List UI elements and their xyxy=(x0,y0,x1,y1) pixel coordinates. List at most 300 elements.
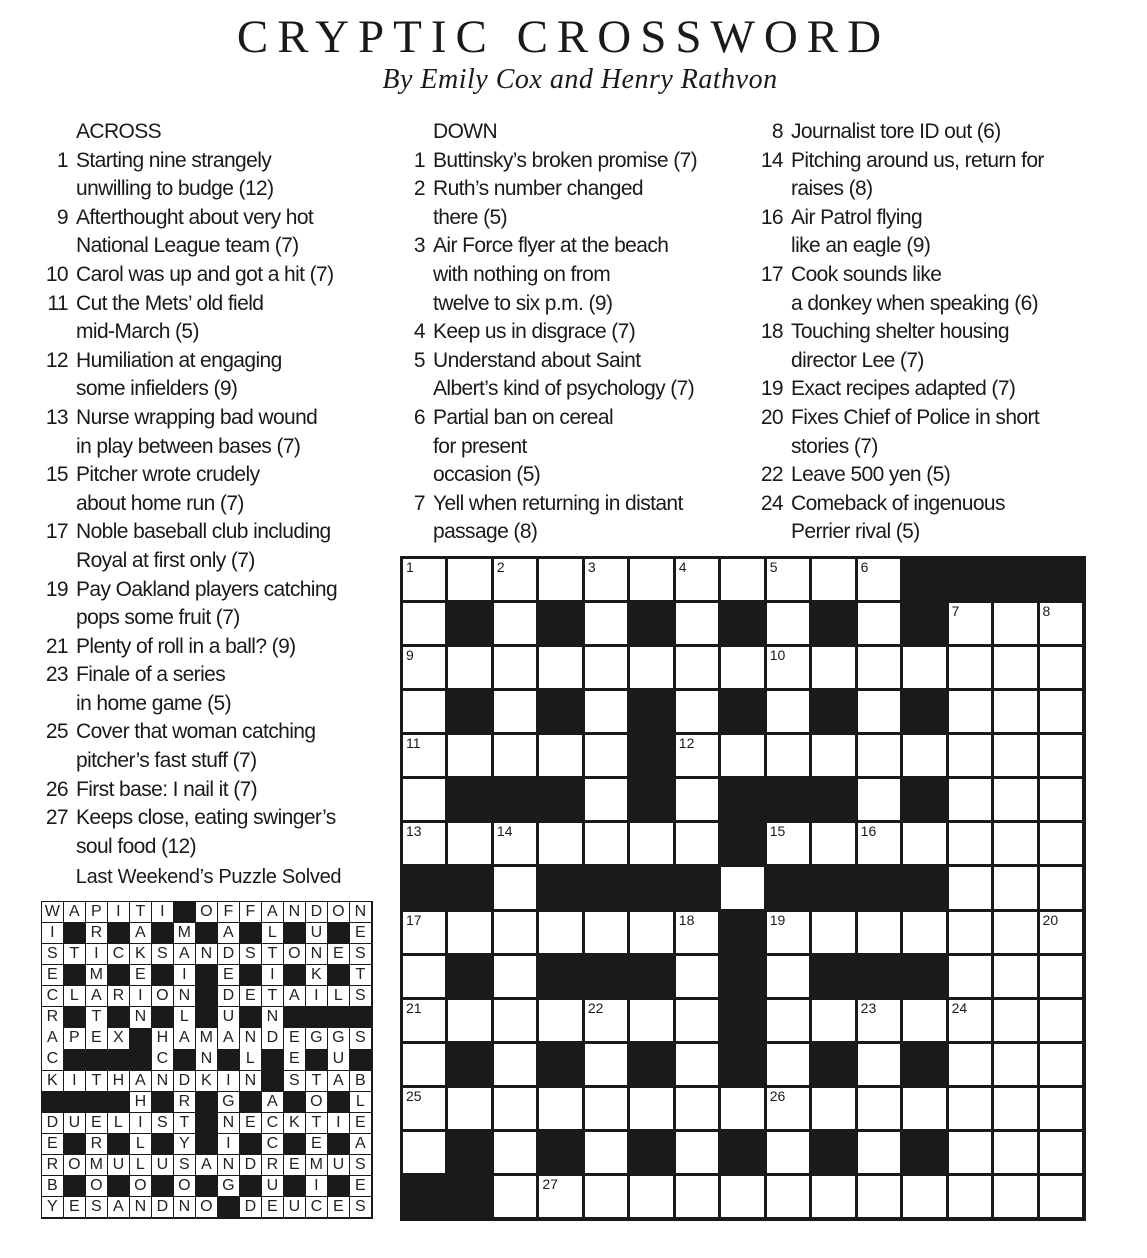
solution-cell: I xyxy=(108,902,129,922)
solution-cell: K xyxy=(306,965,327,985)
clue-number: 9 xyxy=(56,205,68,229)
grid-cell[interactable] xyxy=(903,912,945,953)
solution-cell: L xyxy=(108,1113,129,1133)
solution-cell: H xyxy=(130,1092,151,1112)
clue-text: Leave 500 yen (5) xyxy=(791,463,951,487)
solution-cell: O xyxy=(152,986,173,1006)
grid-cell[interactable] xyxy=(858,647,900,688)
solution-cell: A xyxy=(42,1028,63,1048)
grid-cell[interactable] xyxy=(539,823,581,864)
clue-text: Pay Oakland players catching xyxy=(76,577,338,601)
clue-text: like an eagle (9) xyxy=(791,234,931,258)
clue-text: pops some fruit (7) xyxy=(76,606,240,630)
clue-text: mid-March (5) xyxy=(76,320,199,344)
solution-cell: D xyxy=(218,986,239,1006)
grid-cell[interactable] xyxy=(1040,867,1082,908)
clue-item xyxy=(43,261,383,290)
grid-cell[interactable] xyxy=(994,1132,1036,1173)
clue-number: 12 xyxy=(45,348,68,372)
grid-cell[interactable] xyxy=(1040,1176,1082,1217)
solution-cell: T xyxy=(130,902,151,922)
grid-cell[interactable] xyxy=(767,912,809,953)
grid-cell[interactable] xyxy=(949,779,991,820)
grid-cell[interactable] xyxy=(1040,1132,1082,1173)
solution-cell: K xyxy=(42,1071,63,1091)
grid-cell[interactable] xyxy=(676,603,718,644)
grid-cell[interactable] xyxy=(949,1088,991,1129)
grid-cell[interactable] xyxy=(403,559,445,600)
grid-cell[interactable] xyxy=(494,1044,536,1085)
grid-cell[interactable] xyxy=(403,603,445,644)
solution-cell: U xyxy=(262,1176,283,1196)
grid-cell[interactable] xyxy=(676,1132,718,1173)
grid-cell[interactable] xyxy=(403,956,445,997)
solution-cell: A xyxy=(218,923,239,943)
grid-cell[interactable] xyxy=(494,1088,536,1129)
grid-cell[interactable] xyxy=(812,735,854,776)
grid-cell[interactable] xyxy=(949,1000,991,1041)
solution-cell: O xyxy=(196,1197,217,1217)
grid-cell[interactable] xyxy=(858,603,900,644)
solution-cell: P xyxy=(64,1028,85,1048)
grid-cell[interactable] xyxy=(949,1176,991,1217)
grid-cell[interactable] xyxy=(494,956,536,997)
grid-cell[interactable] xyxy=(721,735,763,776)
grid-cell[interactable] xyxy=(994,912,1036,953)
grid-cell[interactable] xyxy=(858,779,900,820)
grid-cell[interactable] xyxy=(630,647,672,688)
grid-cell[interactable] xyxy=(403,823,445,864)
grid-cell[interactable] xyxy=(539,1088,581,1129)
grid-cell[interactable] xyxy=(994,1044,1036,1085)
grid-cell[interactable] xyxy=(1040,779,1082,820)
solution-cell: I xyxy=(306,986,327,1006)
solution-cell: F xyxy=(240,902,261,922)
clue-text: Touching shelter housing xyxy=(791,320,1009,344)
grid-cell[interactable] xyxy=(403,1132,445,1173)
grid-cell[interactable] xyxy=(630,1176,672,1217)
grid-cell[interactable] xyxy=(949,823,991,864)
grid-cell[interactable] xyxy=(676,956,718,997)
solution-cell: I xyxy=(218,1071,239,1091)
clue-text: Buttinsky’s broken promise (7) xyxy=(433,148,698,172)
grid-cell[interactable] xyxy=(994,823,1036,864)
solution-cell: E xyxy=(328,1197,349,1217)
solution-cell: U xyxy=(152,1155,173,1175)
grid-clue-number: 3 xyxy=(587,559,596,575)
solution-cell: N xyxy=(174,986,195,1006)
grid-cell[interactable] xyxy=(585,823,627,864)
grid-cell[interactable] xyxy=(494,1176,536,1217)
clue-item xyxy=(758,204,1118,261)
clue-number: 3 xyxy=(413,234,425,258)
grid-cell[interactable] xyxy=(1040,691,1082,732)
grid-cell[interactable] xyxy=(676,1000,718,1041)
grid-cell[interactable] xyxy=(767,1044,809,1085)
clue-item xyxy=(758,147,1118,204)
solution-cell: B xyxy=(42,1176,63,1196)
grid-cell[interactable] xyxy=(767,603,809,644)
clue-item xyxy=(400,347,750,404)
solution-cell: E xyxy=(42,1134,63,1154)
grid-clue-number: 24 xyxy=(951,999,968,1016)
grid-cell[interactable] xyxy=(448,1000,490,1041)
solution-cell: O xyxy=(174,1176,195,1196)
clue-item xyxy=(43,204,383,261)
grid-cell[interactable] xyxy=(812,912,854,953)
solution-cell: F xyxy=(218,902,239,922)
grid-cell[interactable] xyxy=(403,1088,445,1129)
clue-text: Starting nine strangely xyxy=(76,148,272,172)
grid-cell[interactable] xyxy=(403,691,445,732)
clue-item xyxy=(400,318,750,347)
clue-item xyxy=(43,718,383,775)
grid-cell[interactable] xyxy=(994,1176,1036,1217)
grid-cell[interactable] xyxy=(994,867,1036,908)
grid-cell[interactable] xyxy=(767,1176,809,1217)
grid-cell[interactable] xyxy=(676,735,718,776)
grid-clue-number: 21 xyxy=(406,999,422,1016)
solution-cell: C xyxy=(262,1134,283,1154)
grid-cell[interactable] xyxy=(1040,956,1082,997)
grid-clue-number: 7 xyxy=(951,603,960,620)
clue-text: Ruth’s number changed xyxy=(433,177,643,201)
clue-item xyxy=(400,404,750,490)
solution-cell: E xyxy=(64,1197,85,1217)
grid-cell[interactable] xyxy=(858,735,900,776)
grid-cell[interactable] xyxy=(994,1088,1036,1129)
solution-cell: A xyxy=(174,1028,195,1048)
grid-cell[interactable] xyxy=(812,1176,854,1217)
grid-cell[interactable] xyxy=(767,823,809,864)
grid-cell[interactable] xyxy=(903,823,945,864)
grid-cell[interactable] xyxy=(903,735,945,776)
solution-cell: O xyxy=(130,1176,151,1196)
grid-cell[interactable] xyxy=(494,603,536,644)
grid-cell[interactable] xyxy=(949,867,991,908)
solution-cell: D xyxy=(152,1197,173,1217)
grid-cell[interactable] xyxy=(630,559,672,600)
grid-cell[interactable] xyxy=(858,1176,900,1217)
clue-text: Keep us in disgrace (7) xyxy=(433,320,636,344)
solution-cell: E xyxy=(284,1049,305,1069)
grid-cell[interactable] xyxy=(585,735,627,776)
solution-cell: E xyxy=(284,1155,305,1175)
clue-text: Understand about Saint xyxy=(433,348,641,372)
grid-cell[interactable] xyxy=(812,1088,854,1129)
grid-clue-number: 25 xyxy=(406,1087,422,1104)
grid-cell[interactable] xyxy=(721,559,763,600)
grid-cell[interactable] xyxy=(858,559,900,600)
grid-cell[interactable] xyxy=(494,647,536,688)
solution-cell: N xyxy=(240,1071,261,1091)
grid-cell[interactable] xyxy=(585,559,627,600)
grid-cell[interactable] xyxy=(494,691,536,732)
grid-cell[interactable] xyxy=(858,1088,900,1129)
grid-cell[interactable] xyxy=(403,779,445,820)
solution-cell: T xyxy=(174,1113,195,1133)
clue-number: 5 xyxy=(413,348,425,372)
grid-cell[interactable] xyxy=(494,735,536,776)
solution-cell: S xyxy=(240,944,261,964)
solution-cell: H xyxy=(152,1028,173,1048)
clue-item xyxy=(43,776,383,805)
grid-cell[interactable] xyxy=(630,1088,672,1129)
grid-cell[interactable] xyxy=(539,912,581,953)
grid-cell[interactable] xyxy=(630,912,672,953)
grid-cell[interactable] xyxy=(994,779,1036,820)
clue-text: First base: I nail it (7) xyxy=(76,777,258,801)
grid-cell[interactable] xyxy=(448,559,490,600)
solution-cell: L xyxy=(262,923,283,943)
clue-item xyxy=(43,290,383,347)
solution-cell: Y xyxy=(42,1197,63,1217)
grid-cell[interactable] xyxy=(812,823,854,864)
grid-cell[interactable] xyxy=(1040,1088,1082,1129)
solution-cell: D xyxy=(218,944,239,964)
grid-cell[interactable] xyxy=(539,647,581,688)
grid-cell[interactable] xyxy=(949,912,991,953)
grid-cell[interactable] xyxy=(630,1000,672,1041)
grid-cell[interactable] xyxy=(585,603,627,644)
clue-text: passage (8) xyxy=(433,520,538,544)
grid-cell[interactable] xyxy=(858,1044,900,1085)
grid-cell[interactable] xyxy=(676,691,718,732)
grid-cell[interactable] xyxy=(858,1132,900,1173)
clue-number: 24 xyxy=(760,491,783,515)
grid-cell[interactable] xyxy=(949,647,991,688)
grid-cell[interactable] xyxy=(585,1132,627,1173)
solution-cell: M xyxy=(196,1028,217,1048)
grid-cell[interactable] xyxy=(494,912,536,953)
down-heading: DOWN xyxy=(433,120,498,143)
grid-clue-number: 20 xyxy=(1042,911,1059,928)
solution-cell: A xyxy=(130,1071,151,1091)
grid-cell[interactable] xyxy=(539,1176,581,1217)
solution-cell: U xyxy=(328,1049,349,1069)
solution-cell: O xyxy=(196,902,217,922)
solution-cell: G xyxy=(218,1092,239,1112)
grid-cell[interactable] xyxy=(721,1176,763,1217)
solution-cell: C xyxy=(108,944,129,964)
grid-cell[interactable] xyxy=(403,735,445,776)
grid-cell[interactable] xyxy=(1040,1000,1082,1041)
solution-cell: D xyxy=(174,1071,195,1091)
grid-cell[interactable] xyxy=(949,1132,991,1173)
grid-cell[interactable] xyxy=(721,867,763,908)
solution-cell: K xyxy=(130,944,151,964)
grid-cell[interactable] xyxy=(539,735,581,776)
grid-cell[interactable] xyxy=(585,1088,627,1129)
grid-cell[interactable] xyxy=(1040,912,1082,953)
grid-cell[interactable] xyxy=(767,691,809,732)
solution-cell: N xyxy=(306,944,327,964)
solution-cell: A xyxy=(174,944,195,964)
clue-number: 8 xyxy=(771,120,783,143)
grid-cell[interactable] xyxy=(767,1132,809,1173)
grid-cell[interactable] xyxy=(585,691,627,732)
solution-cell: L xyxy=(174,1007,195,1027)
solution-cell: T xyxy=(306,1071,327,1091)
solution-cell: E xyxy=(218,965,239,985)
grid-cell[interactable] xyxy=(494,1132,536,1173)
clue-text: twelve to six p.m. (9) xyxy=(433,291,613,315)
grid-cell[interactable] xyxy=(812,1000,854,1041)
grid-cell[interactable] xyxy=(585,1000,627,1041)
grid-cell[interactable] xyxy=(858,912,900,953)
grid-clue-number: 22 xyxy=(587,999,604,1016)
grid-cell[interactable] xyxy=(676,559,718,600)
grid-clue-number: 6 xyxy=(860,559,869,575)
grid-cell[interactable] xyxy=(585,1044,627,1085)
grid-cell[interactable] xyxy=(1040,823,1082,864)
solution-cell: N xyxy=(152,1071,173,1091)
grid-cell[interactable] xyxy=(1040,735,1082,776)
grid-cell[interactable] xyxy=(630,823,672,864)
clue-item xyxy=(43,461,383,518)
clue-number: 1 xyxy=(56,148,68,172)
grid-cell[interactable] xyxy=(494,823,536,864)
grid-cell[interactable] xyxy=(494,559,536,600)
grid-cell[interactable] xyxy=(676,1088,718,1129)
grid-cell[interactable] xyxy=(994,691,1036,732)
grid-cell[interactable] xyxy=(403,647,445,688)
solution-cell: D xyxy=(240,1197,261,1217)
clue-item xyxy=(43,147,383,204)
grid-cell[interactable] xyxy=(448,912,490,953)
solution-cell: A xyxy=(328,1071,349,1091)
solution-cell: U xyxy=(108,1155,129,1175)
grid-cell[interactable] xyxy=(858,823,900,864)
grid-cell[interactable] xyxy=(903,1088,945,1129)
grid-cell[interactable] xyxy=(676,647,718,688)
grid-cell[interactable] xyxy=(994,647,1036,688)
grid-clue-number: 4 xyxy=(678,559,687,575)
solution-cell: R xyxy=(174,1092,195,1112)
grid-cell[interactable] xyxy=(767,956,809,997)
grid-cell[interactable] xyxy=(494,867,536,908)
grid-cell[interactable] xyxy=(539,559,581,600)
clue-number: 14 xyxy=(760,148,783,172)
clue-item xyxy=(758,461,1118,490)
grid-cell[interactable] xyxy=(1040,1044,1082,1085)
solution-cell: N xyxy=(130,1007,151,1027)
solution-cell: E xyxy=(130,965,151,985)
grid-cell[interactable] xyxy=(585,647,627,688)
grid-cell[interactable] xyxy=(903,1176,945,1217)
grid-cell[interactable] xyxy=(721,647,763,688)
grid-cell[interactable] xyxy=(949,956,991,997)
last-weekend-title: Last Weekend’s Puzzle Solved xyxy=(75,866,342,888)
grid-cell[interactable] xyxy=(949,603,991,644)
solution-cell: N xyxy=(240,1028,261,1048)
grid-cell[interactable] xyxy=(767,647,809,688)
solution-cell: M xyxy=(306,1155,327,1175)
solution-cell: Y xyxy=(174,1134,195,1154)
grid-cell[interactable] xyxy=(448,1088,490,1129)
solution-cell: T xyxy=(262,986,283,1006)
grid-cell[interactable] xyxy=(585,912,627,953)
grid-cell[interactable] xyxy=(676,779,718,820)
grid-clue-number: 11 xyxy=(406,735,421,752)
grid-cell[interactable] xyxy=(539,1000,581,1041)
grid-cell[interactable] xyxy=(494,1000,536,1041)
solution-cell: A xyxy=(86,986,107,1006)
solution-cell: I xyxy=(130,986,151,1006)
solution-cell: U xyxy=(306,923,327,943)
grid-cell[interactable] xyxy=(585,779,627,820)
grid-cell[interactable] xyxy=(949,735,991,776)
clue-number: 11 xyxy=(47,291,68,315)
grid-cell[interactable] xyxy=(767,735,809,776)
solution-cell: N xyxy=(218,1113,239,1133)
grid-cell[interactable] xyxy=(949,691,991,732)
grid-cell[interactable] xyxy=(858,691,900,732)
grid-cell[interactable] xyxy=(676,823,718,864)
grid-cell[interactable] xyxy=(949,1044,991,1085)
grid-cell[interactable] xyxy=(994,603,1036,644)
clue-number: 1 xyxy=(413,148,425,172)
clue-text: there (5) xyxy=(433,205,507,229)
grid-cell[interactable] xyxy=(903,1000,945,1041)
solution-cell: L xyxy=(350,1092,371,1112)
grid-cell[interactable] xyxy=(721,1088,763,1129)
solution-cell: U xyxy=(328,1155,349,1175)
down-clues xyxy=(400,118,750,547)
grid-clue-number: 8 xyxy=(1042,603,1051,620)
clue-item xyxy=(400,490,750,547)
grid-cell[interactable] xyxy=(585,1176,627,1217)
grid-cell[interactable] xyxy=(903,647,945,688)
solution-cell: L xyxy=(240,1049,261,1069)
solution-cell: O xyxy=(86,1176,107,1196)
solution-cell: I xyxy=(86,944,107,964)
grid-cell[interactable] xyxy=(767,559,809,600)
grid-cell[interactable] xyxy=(448,735,490,776)
clue-number: 27 xyxy=(45,806,68,830)
grid-cell[interactable] xyxy=(403,912,445,953)
clue-number: 17 xyxy=(760,262,783,286)
grid-cell[interactable] xyxy=(858,1000,900,1041)
solution-cell: I xyxy=(152,902,173,922)
solution-cell: I xyxy=(328,1113,349,1133)
clue-number: 19 xyxy=(760,377,783,401)
grid-cell[interactable] xyxy=(448,823,490,864)
grid-cell[interactable] xyxy=(994,735,1036,776)
grid-cell[interactable] xyxy=(676,1176,718,1217)
grid-cell[interactable] xyxy=(767,1000,809,1041)
grid-cell[interactable] xyxy=(812,647,854,688)
grid-cell[interactable] xyxy=(812,559,854,600)
grid-cell[interactable] xyxy=(676,1044,718,1085)
grid-cell[interactable] xyxy=(994,956,1036,997)
grid-cell[interactable] xyxy=(1040,603,1082,644)
grid-cell[interactable] xyxy=(767,1088,809,1129)
grid-cell[interactable] xyxy=(994,1000,1036,1041)
solution-cell: M xyxy=(86,1155,107,1175)
grid-cell[interactable] xyxy=(1040,647,1082,688)
grid-cell[interactable] xyxy=(676,912,718,953)
grid-cell[interactable] xyxy=(403,1000,445,1041)
solution-cell: L xyxy=(328,986,349,1006)
clue-item xyxy=(400,232,750,318)
grid-clue-number: 5 xyxy=(769,559,778,575)
clue-item xyxy=(758,404,1118,461)
grid-cell[interactable] xyxy=(448,647,490,688)
clue-number: 15 xyxy=(45,463,68,487)
clue-text: with nothing on from xyxy=(433,262,611,286)
grid-cell[interactable] xyxy=(403,1044,445,1085)
